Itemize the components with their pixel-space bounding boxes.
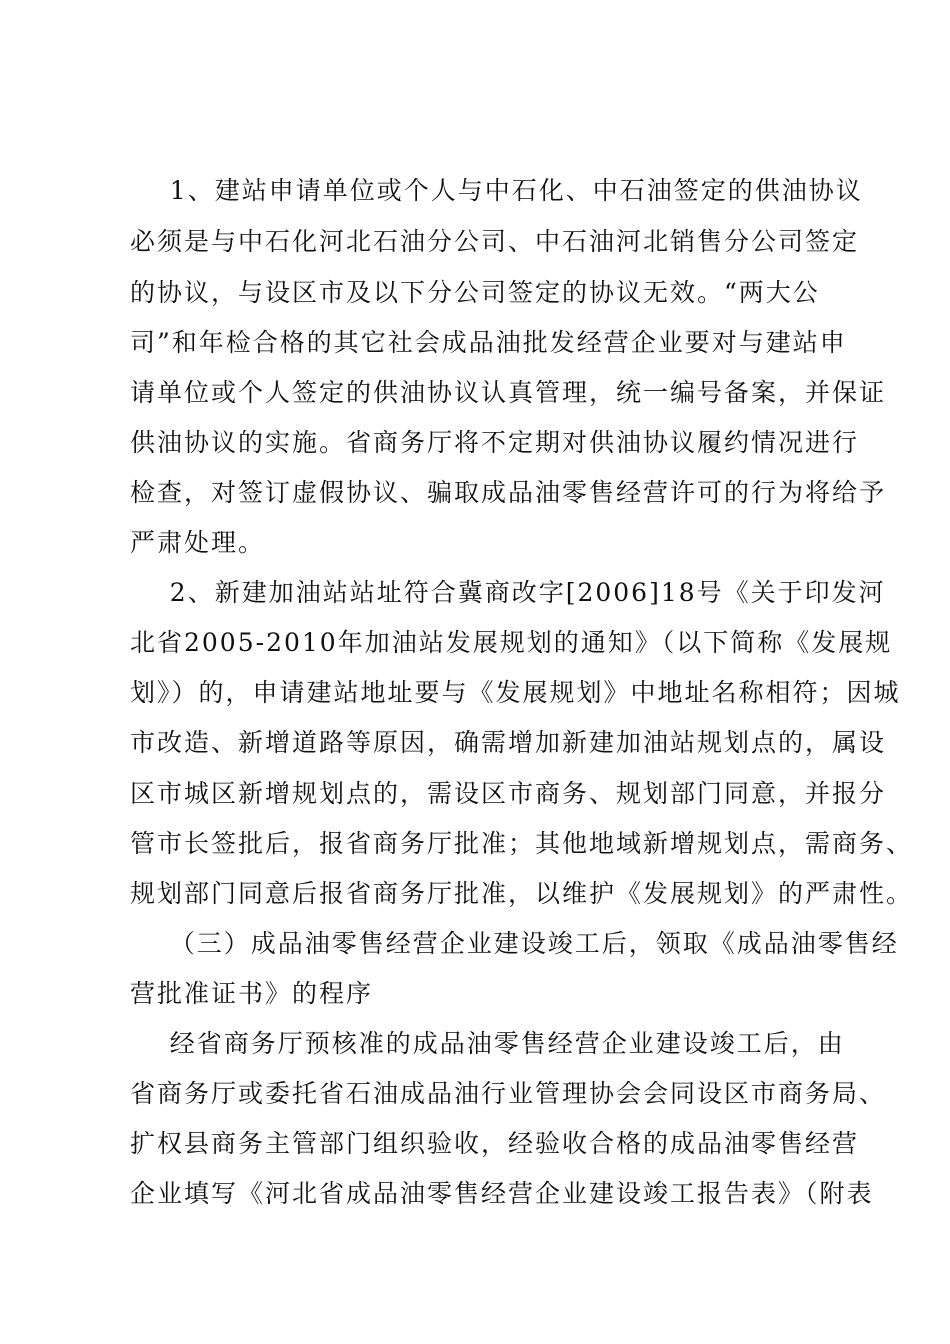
paragraph-1-line-6: 供油协议的实施。省商务厅将不定期对供油协议履约情况进行 [130, 428, 860, 457]
section-3-heading-line-1: （三）成品油零售经营企业建设竣工后，领取《成品油零售经 [130, 929, 899, 958]
paragraph-3-line-2: 省商务厅或委托省石油成品油行业管理协会会同设区市商务局、 [130, 1079, 887, 1108]
paragraph-1-line-3: 的协议，与设区市及以下分公司签定的协议无效。“两大公 [130, 278, 820, 307]
paragraph-1-line-7: 检查，对签订虚假协议、骗取成品油零售经营许可的行为将给予 [130, 478, 887, 507]
paragraph-1-line-2: 必须是与中石化河北石油分公司、中石油河北销售分公司签定 [130, 227, 860, 256]
paragraph-2-line-2: 北省2005-2010年加油站发展规划的通知》（以下简称《发展规 [130, 628, 893, 657]
section-3-heading-line-2: 营批准证书》的程序 [130, 979, 374, 1008]
paragraph-3-line-1: 经省商务厅预核准的成品油零售经营企业建设竣工后，由 [130, 1029, 845, 1058]
paragraph-2-line-4: 市改造、新增道路等原因，确需增加新建加油站规划点的，属设 [130, 728, 887, 757]
paragraph-2-line-6: 管市长签批后，报省商务厅批准；其他地域新增规划点，需商务、 [130, 829, 914, 858]
paragraph-2-line-5: 区市城区新增规划点的，需设区市商务、规划部门同意，并报分 [130, 779, 887, 808]
paragraph-1-line-4: 司”和年检合格的其它社会成品油批发经营企业要对与建站申 [130, 328, 847, 357]
paragraph-2-line-1: 2、新建加油站站址符合冀商改字[2006]18号《关于印发河 [130, 578, 886, 607]
paragraph-1-line-8: 严肃处理。 [130, 528, 266, 557]
paragraph-1-line-5: 请单位或个人签定的供油协议认真管理，统一编号备案，并保证 [130, 378, 887, 407]
paragraph-2-line-7: 规划部门同意后报省商务厅批准，以维护《发展规划》的严肃性。 [130, 879, 914, 908]
paragraph-3-line-4: 企业填写《河北省成品油零售经营企业建设竣工报告表》（附表 [130, 1179, 874, 1208]
paragraph-3-line-3: 扩权县商务主管部门组织验收，经验收合格的成品油零售经营 [130, 1129, 860, 1158]
paragraph-2-line-3: 划》）的，申请建站地址要与《发展规划》中地址名称相符；因城 [130, 678, 901, 707]
paragraph-1-line-1: 1、建站申请单位或个人与中石化、中石油签定的供油协议 [130, 176, 863, 205]
